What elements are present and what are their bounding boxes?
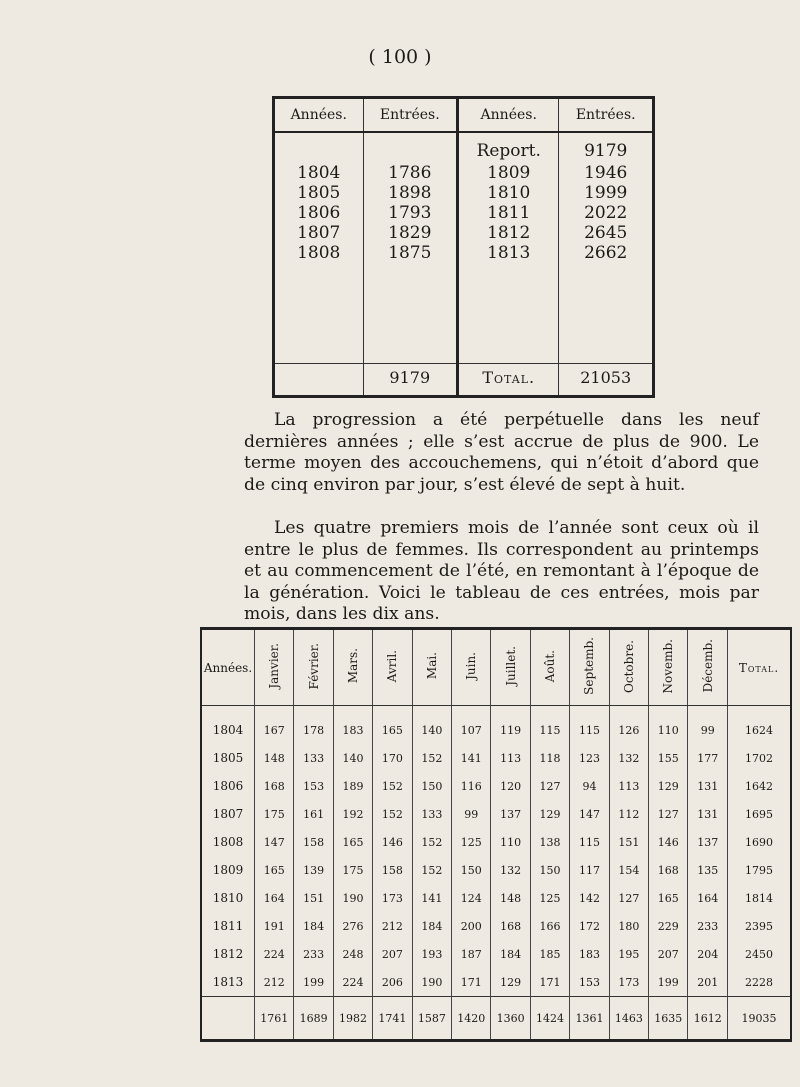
summary-table [272, 96, 655, 398]
table-cell: 165 [333, 828, 372, 856]
summary-count: 1786 [388, 163, 432, 183]
table-row [201, 968, 791, 997]
table-cell: 151 [609, 828, 648, 856]
summary-count: 1898 [388, 183, 432, 203]
monthly-header-month [530, 629, 569, 706]
table-cell: 175 [333, 856, 372, 884]
table-cell: 207 [373, 940, 412, 968]
table-cell: 113 [491, 744, 530, 772]
monthly-header-month [609, 629, 648, 706]
monthly-header-month [333, 629, 372, 706]
summary-year: 1804 [297, 163, 341, 183]
summary-count: 1793 [388, 203, 432, 223]
month-total: 1761 [255, 997, 294, 1041]
table-cell: 148 [491, 884, 530, 912]
table-cell: 115 [530, 706, 569, 745]
summary-count: 2645 [584, 223, 628, 243]
table-cell: 168 [255, 772, 294, 800]
table-cell: 146 [649, 828, 688, 856]
table-cell: 178 [294, 706, 333, 745]
month-label: Février. [306, 642, 321, 690]
table-cell: 142 [570, 884, 609, 912]
summary-grand-total: 21053 [559, 364, 654, 397]
summary-entries-left [363, 132, 458, 364]
table-cell: 153 [294, 772, 333, 800]
table-cell: 204 [688, 940, 728, 968]
table-cell: 110 [491, 828, 530, 856]
summary-count: 1829 [388, 223, 432, 243]
table-cell: 127 [609, 884, 648, 912]
summary-count: 2662 [584, 243, 628, 263]
table-cell: 158 [294, 828, 333, 856]
row-year: 1804 [212, 723, 244, 737]
table-cell: 117 [570, 856, 609, 884]
table-cell: 229 [649, 912, 688, 940]
table-cell: 171 [452, 968, 491, 997]
table-cell: 135 [688, 856, 728, 884]
grand-total: 19035 [728, 997, 792, 1041]
table-cell: 137 [688, 828, 728, 856]
table-cell: 248 [333, 940, 372, 968]
row-year: 1809 [212, 863, 244, 877]
table-cell: 152 [412, 744, 451, 772]
month-total: 1612 [688, 997, 728, 1041]
month-total: 1420 [452, 997, 491, 1041]
table-cell: 154 [609, 856, 648, 884]
paragraph-progression: La progression a été perpétuelle dans les neuf dernières années ; elle s’est accrue de plus de 900. Le terme moyen des accouchemens, qui n’étoit d’abord que de cinq environ par jour, s’est élevé de sept à huit. [244, 410, 759, 495]
summary-count: 1946 [584, 163, 628, 183]
monthly-header-month [491, 629, 530, 706]
table-cell: 168 [491, 912, 530, 940]
table-cell: 183 [333, 706, 372, 745]
table-cell: 165 [255, 856, 294, 884]
table-cell: 224 [255, 940, 294, 968]
table-cell: 168 [649, 856, 688, 884]
row-total: 1695 [728, 800, 792, 828]
table-cell: 199 [294, 968, 333, 997]
table-cell: 133 [412, 800, 451, 828]
row-total: 1642 [728, 772, 792, 800]
summary-year: 1805 [297, 183, 341, 203]
table-cell: 132 [491, 856, 530, 884]
month-total: 1424 [530, 997, 569, 1041]
table-cell: 189 [333, 772, 372, 800]
table-cell: 141 [452, 744, 491, 772]
month-label: Mars. [346, 648, 361, 684]
table-cell: 212 [255, 968, 294, 997]
table-cell: 151 [294, 884, 333, 912]
monthly-header-month [649, 629, 688, 706]
summary-year: 1807 [297, 223, 341, 243]
month-total: 1635 [649, 997, 688, 1041]
summary-entries-right [559, 132, 654, 364]
summary-year: 1809 [487, 163, 531, 183]
table-row [201, 800, 791, 828]
table-cell: 99 [688, 706, 728, 745]
table-cell: 167 [255, 706, 294, 745]
table-cell: 152 [412, 828, 451, 856]
table-cell: 129 [530, 800, 569, 828]
month-total: 1982 [333, 997, 372, 1041]
monthly-body [201, 706, 791, 1041]
table-cell: 126 [609, 706, 648, 745]
table-cell: 152 [373, 772, 412, 800]
table-cell: 120 [491, 772, 530, 800]
table-row [201, 706, 791, 745]
page-number: ( 100 ) [368, 46, 432, 68]
table-cell: 140 [412, 706, 451, 745]
table-cell: 206 [373, 968, 412, 997]
table-cell: 139 [294, 856, 333, 884]
row-year: 1810 [212, 891, 244, 905]
table-cell: 180 [609, 912, 648, 940]
table-cell: 138 [530, 828, 569, 856]
table-cell: 115 [570, 828, 609, 856]
monthly-header-month [688, 629, 728, 706]
table-cell: 137 [491, 800, 530, 828]
table-cell: 165 [649, 884, 688, 912]
table-cell: 125 [530, 884, 569, 912]
table-cell: 127 [530, 772, 569, 800]
table-cell: 173 [609, 968, 648, 997]
month-label: Juin. [464, 652, 479, 680]
report-label: Report. [476, 141, 541, 161]
monthly-header-month [412, 629, 451, 706]
table-cell: 199 [649, 968, 688, 997]
table-row [201, 828, 791, 856]
summary-count: 1999 [584, 183, 628, 203]
row-total: 1814 [728, 884, 792, 912]
table-cell: 133 [294, 744, 333, 772]
table-cell: 183 [570, 940, 609, 968]
table-cell: 187 [452, 940, 491, 968]
summary-header-entries-right: Entrées. [559, 98, 654, 133]
table-cell: 148 [255, 744, 294, 772]
table-cell: 132 [609, 744, 648, 772]
table-cell: 164 [255, 884, 294, 912]
summary-header-years-right: Années. [458, 98, 559, 133]
table-cell: 165 [373, 706, 412, 745]
table-row [201, 772, 791, 800]
table-cell: 184 [412, 912, 451, 940]
table-cell: 107 [452, 706, 491, 745]
month-label: Novemb. [661, 638, 676, 694]
table-row [201, 884, 791, 912]
monthly-header-total: Total. [728, 629, 792, 706]
row-total: 1690 [728, 828, 792, 856]
table-cell: 153 [570, 968, 609, 997]
monthly-header-month [294, 629, 333, 706]
totals-row [201, 997, 791, 1041]
month-total: 1587 [412, 997, 451, 1041]
summary-header-years-left: Années. [274, 98, 364, 133]
table-cell: 155 [649, 744, 688, 772]
row-year: 1807 [212, 807, 244, 821]
monthly-table [200, 627, 792, 1042]
row-total: 2450 [728, 940, 792, 968]
summary-left-total: 9179 [363, 364, 458, 397]
row-year: 1806 [212, 779, 244, 793]
summary-year: 1808 [297, 243, 341, 263]
table-cell: 123 [570, 744, 609, 772]
summary-year: 1810 [487, 183, 531, 203]
monthly-header-month [570, 629, 609, 706]
table-cell: 212 [373, 912, 412, 940]
table-cell: 185 [530, 940, 569, 968]
month-label: Octobre. [621, 639, 636, 693]
table-cell: 190 [333, 884, 372, 912]
row-total: 1702 [728, 744, 792, 772]
table-cell: 150 [530, 856, 569, 884]
summary-total-label: Total. [458, 364, 559, 397]
table-cell: 129 [649, 772, 688, 800]
table-cell: 131 [688, 772, 728, 800]
month-total: 1361 [570, 997, 609, 1041]
table-cell: 172 [570, 912, 609, 940]
table-cell: 140 [333, 744, 372, 772]
monthly-header-month [373, 629, 412, 706]
table-cell: 233 [294, 940, 333, 968]
monthly-header-month [452, 629, 491, 706]
month-label: Septemb. [582, 637, 597, 695]
monthly-header-month [255, 629, 294, 706]
table-cell: 141 [412, 884, 451, 912]
summary-year: 1806 [297, 203, 341, 223]
paragraph-months: Les quatre premiers mois de l’année sont ceux où il entre le plus de femmes. Ils correspondent au printemps et au commencement de l’été, en remontant à l’époque de la génération. Voici le tableau de ces entrées, mois par mois, dans les dix ans. [244, 518, 759, 624]
monthly-header-row [201, 629, 791, 706]
table-cell: 195 [609, 940, 648, 968]
month-total: 1463 [609, 997, 648, 1041]
summary-header-entries-left: Entrées. [363, 98, 458, 133]
month-label: Janvier. [267, 643, 282, 689]
table-cell: 201 [688, 968, 728, 997]
table-row [201, 856, 791, 884]
table-cell: 191 [255, 912, 294, 940]
table-cell: 115 [570, 706, 609, 745]
summary-total-blank [274, 364, 364, 397]
table-cell: 177 [688, 744, 728, 772]
month-total: 1360 [491, 997, 530, 1041]
row-year: 1811 [212, 919, 244, 933]
row-total: 2228 [728, 968, 792, 997]
month-total: 1689 [294, 997, 333, 1041]
table-cell: 124 [452, 884, 491, 912]
table-cell: 170 [373, 744, 412, 772]
month-label: Mai. [424, 652, 439, 680]
table-cell: 193 [412, 940, 451, 968]
table-cell: 152 [412, 856, 451, 884]
report-value: 9179 [584, 141, 628, 161]
row-total: 1624 [728, 706, 792, 745]
summary-years-right [458, 132, 559, 364]
table-cell: 150 [412, 772, 451, 800]
table-cell: 224 [333, 968, 372, 997]
month-label: Août. [543, 649, 558, 683]
table-cell: 118 [530, 744, 569, 772]
row-year: 1812 [212, 947, 244, 961]
table-cell: 127 [649, 800, 688, 828]
table-cell: 150 [452, 856, 491, 884]
month-label: Décemb. [700, 639, 715, 693]
table-row [201, 744, 791, 772]
table-cell: 131 [688, 800, 728, 828]
summary-year: 1813 [487, 243, 531, 263]
summary-years-left [274, 132, 364, 364]
table-cell: 116 [452, 772, 491, 800]
totals-blank [201, 997, 255, 1041]
table-cell: 200 [452, 912, 491, 940]
table-cell: 110 [649, 706, 688, 745]
table-cell: 147 [255, 828, 294, 856]
table-cell: 171 [530, 968, 569, 997]
summary-year: 1811 [487, 203, 531, 223]
row-total: 2395 [728, 912, 792, 940]
table-row [201, 940, 791, 968]
row-total: 1795 [728, 856, 792, 884]
table-cell: 166 [530, 912, 569, 940]
table-row [201, 912, 791, 940]
table-cell: 99 [452, 800, 491, 828]
summary-count: 2022 [584, 203, 628, 223]
table-cell: 113 [609, 772, 648, 800]
table-cell: 94 [570, 772, 609, 800]
table-cell: 119 [491, 706, 530, 745]
table-cell: 161 [294, 800, 333, 828]
table-cell: 152 [373, 800, 412, 828]
table-cell: 147 [570, 800, 609, 828]
table-cell: 184 [491, 940, 530, 968]
month-total: 1741 [373, 997, 412, 1041]
table-cell: 146 [373, 828, 412, 856]
table-cell: 158 [373, 856, 412, 884]
month-label: Avril. [385, 649, 400, 683]
table-cell: 276 [333, 912, 372, 940]
table-cell: 173 [373, 884, 412, 912]
monthly-header-years: Années. [201, 629, 255, 706]
table-cell: 192 [333, 800, 372, 828]
table-cell: 175 [255, 800, 294, 828]
row-year: 1808 [212, 835, 244, 849]
table-cell: 190 [412, 968, 451, 997]
table-cell: 112 [609, 800, 648, 828]
table-cell: 125 [452, 828, 491, 856]
table-cell: 207 [649, 940, 688, 968]
summary-year: 1812 [487, 223, 531, 243]
row-year: 1813 [212, 975, 244, 989]
table-cell: 129 [491, 968, 530, 997]
summary-count: 1875 [388, 243, 432, 263]
table-cell: 233 [688, 912, 728, 940]
table-cell: 164 [688, 884, 728, 912]
month-label: Juillet. [503, 646, 518, 686]
table-cell: 184 [294, 912, 333, 940]
row-year: 1805 [212, 751, 244, 765]
